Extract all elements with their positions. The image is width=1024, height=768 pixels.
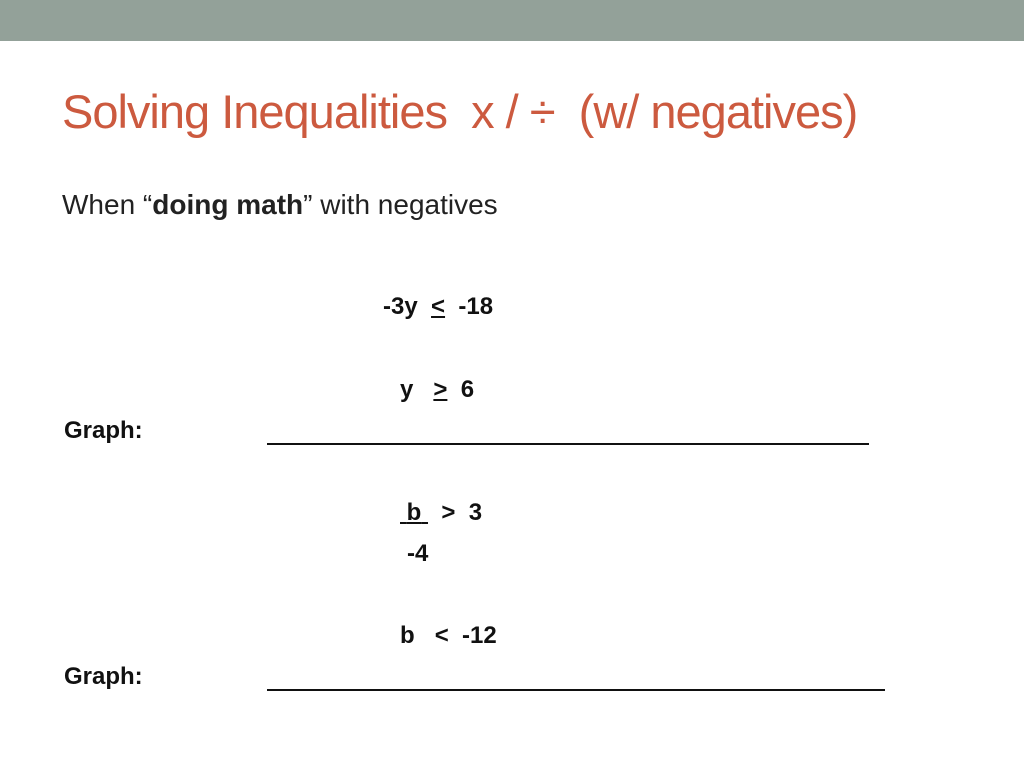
eq1-solved-op: > — [433, 376, 448, 403]
graph-label-1: Graph: — [64, 417, 143, 444]
slide-title: Solving Inequalities x / ÷ (w/ negatives) — [62, 85, 858, 138]
graph-line-1 — [267, 443, 869, 445]
eq1-op: < — [431, 293, 446, 320]
subtitle-bold: doing math — [152, 189, 304, 220]
eq2-solved-left: b — [400, 622, 415, 649]
fraction-op: > — [441, 499, 456, 526]
eq1-solved-right: 6 — [460, 376, 475, 403]
eq2-solved-right: -12 — [462, 622, 497, 649]
fraction-right: 3 — [468, 499, 483, 526]
equation-1-solved — [400, 377, 474, 403]
equation-2-fraction — [400, 500, 482, 526]
equation-2-solved — [400, 623, 497, 649]
fraction-numerator — [400, 499, 428, 526]
eq1-solved-left: y — [400, 376, 414, 403]
graph-line-2 — [267, 689, 885, 691]
subtitle-suffix: ” with negatives — [303, 189, 498, 220]
eq1-right: -18 — [458, 293, 494, 320]
eq1-left: -3y — [383, 293, 418, 320]
top-accent-bar — [0, 0, 1024, 41]
fraction-denominator: -4 — [407, 540, 429, 567]
graph-label-2: Graph: — [64, 663, 143, 690]
eq2-solved-op: < — [434, 622, 449, 649]
equation-1-original — [383, 294, 493, 320]
subtitle — [62, 188, 498, 222]
subtitle-prefix: When “ — [62, 189, 153, 220]
fraction-numerator-text: b — [406, 499, 422, 526]
